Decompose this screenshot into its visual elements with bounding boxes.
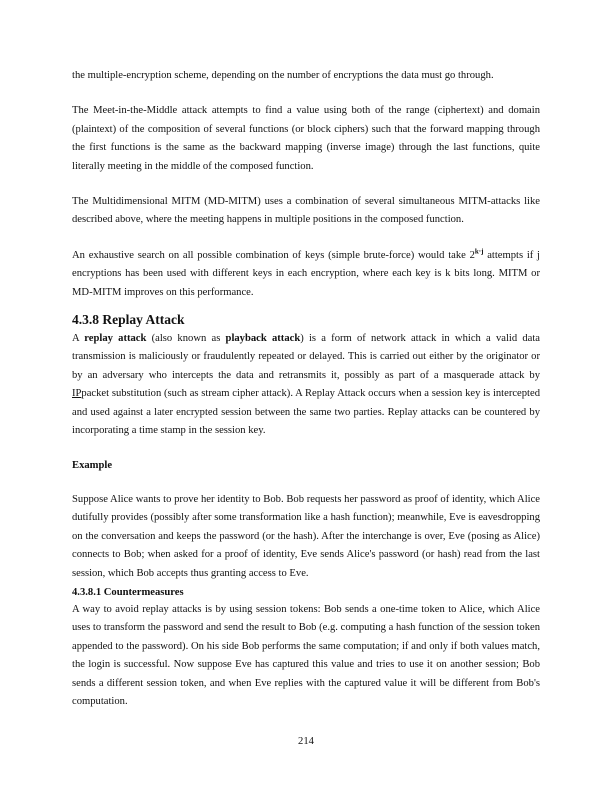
- intro-text-3: ) is a form of network attack in which a valid data transmission is maliciously or fraudulently repeated or delayed. This is carried out either by the originator or by an adversary who intercepts the data and retransmits it, possibly as part of a masquerade attack by: [72, 333, 541, 381]
- page-body: [72, 67, 540, 728]
- paragraph-md-mitm: The Multidimensional MITM (MD-MITM) uses a combination of several simultaneous MITM-attacks like described above, where the meeting happens in multiple positions in the composed function.: [72, 196, 540, 226]
- paragraph-brute-force: [72, 247, 540, 302]
- brute-force-text-end: attempts if j encryptions has been used with different keys in each encryption, where each key is k bits long. MITM or MD-MITM improves on this performance.: [72, 249, 540, 298]
- ip-link[interactable]: IP: [72, 388, 82, 400]
- intro-text-1: A: [72, 333, 85, 345]
- paragraph-continuation: the multiple-encryption scheme, depending on the number of encryptions the data must go through.: [72, 70, 494, 81]
- paragraph-example: Suppose Alice wants to prove her identity to Bob. Bob requests her password as proof of identity, which Alice dutifully provides (possibly after some transformation like a hash function); meanwhile, Eve is eavesdropping on the conversation and keeps the password (or the hash). After the interchange is over, Eve (posing as Alice) connects to Bob; when asked for a proof of identity, Eve sends Alice's password (or hash) read from the last session, which Bob accepts thus granting access to Eve.: [72, 493, 540, 579]
- paragraph-mitm-definition: The Meet-in-the-Middle attack attempts to find a value using both of the range (ciphertext) and domain (plaintext) of the composition of several functions (or block ciphers) such that the forward mapping through the first functions is the same as the backward mapping (inverse image) through the last functions, quite literally meeting in the middle of the composed function.: [72, 105, 540, 172]
- exponent-superscript: k·j: [474, 247, 484, 256]
- paragraph-countermeasures: A way to avoid replay attacks is by using session tokens: Bob sends a one-time token to Alice, which Alice uses to transform the password and send the result to Bob (e.g. computing a hash function of the session token appended to the password). On his side Bob performs the same computation; if and only if both values match, the login is successful. Now suppose Eve has captured this value and tries to use it on another session; Bob sends a different session token, and when Eve replies with the captured value it will be different from Bob's computation.: [72, 603, 540, 707]
- section-heading-replay-attack: 4.3.8 Replay Attack: [72, 312, 185, 328]
- page-number: 214: [298, 736, 314, 747]
- subsection-heading-countermeasures: 4.3.8.1 Countermeasures: [72, 586, 184, 598]
- term-replay-attack: replay attack: [84, 333, 147, 345]
- intro-text-2: (also known as: [146, 333, 226, 345]
- example-heading: Example: [72, 459, 113, 471]
- brute-force-text-start: An exhaustive search on all possible combination of keys (simple brute-force) would take 2: [72, 249, 475, 261]
- paragraph-replay-intro: [72, 330, 540, 440]
- term-playback-attack: playback attack: [225, 333, 301, 345]
- intro-text-4: packet substitution (such as stream cipher attack). A Replay Attack occurs when a session key is intercepted and used against a later encrypted session between the same two parties. Replay attacks can be countered by incorporating a time stamp in the session key.: [72, 388, 540, 437]
